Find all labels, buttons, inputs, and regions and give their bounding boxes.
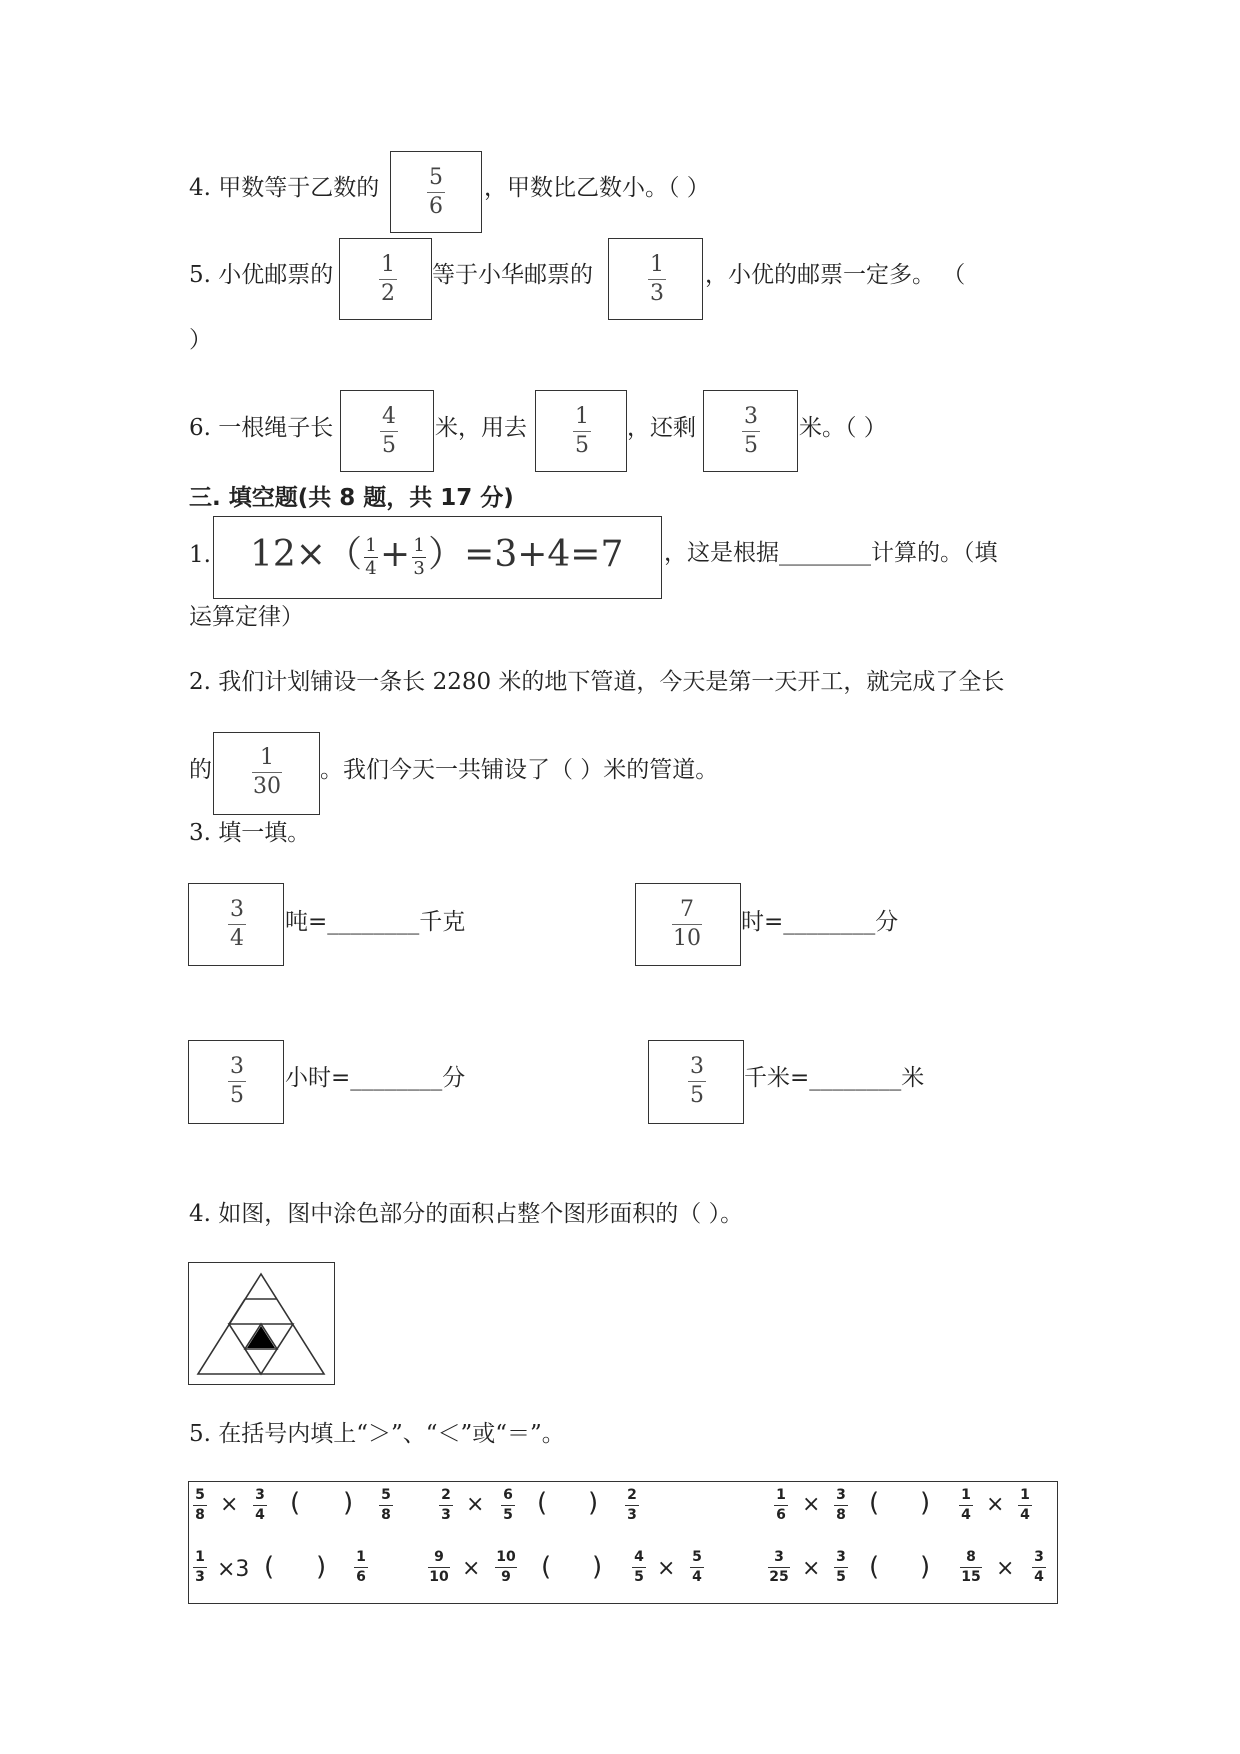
- fraction-5-6: [427, 166, 445, 219]
- cmp-fraction: [959, 1488, 973, 1523]
- fraction-3-4: [228, 898, 246, 951]
- f2-text-b: 的: [189, 757, 212, 783]
- times-sign: ×: [657, 1556, 676, 1581]
- numerator: 1: [381, 252, 395, 277]
- numerator: 1: [195, 1549, 205, 1565]
- numerator: 1: [776, 1487, 786, 1503]
- denominator: 10: [673, 926, 701, 951]
- f3-item-3-text: 小时=________分: [285, 1065, 466, 1091]
- times-sign: ×: [996, 1556, 1015, 1581]
- denominator: 4: [255, 1507, 265, 1523]
- denominator: 4: [1034, 1569, 1044, 1585]
- fraction-4-5: [380, 405, 398, 458]
- denominator: 6: [356, 1569, 366, 1585]
- numerator: 9: [434, 1549, 444, 1565]
- cmp-fraction: [774, 1488, 788, 1523]
- cmp-fraction: [834, 1488, 848, 1523]
- denominator: 6: [776, 1507, 786, 1523]
- numerator: 3: [230, 1054, 244, 1079]
- numerator: 3: [836, 1549, 846, 1565]
- times-sign: ×: [220, 1492, 239, 1517]
- times-sign: ×: [466, 1492, 485, 1517]
- cmp-fraction: [1018, 1488, 1032, 1523]
- f5-text: 5. 在括号内填上“＞”、“＜”或“＝”。: [189, 1421, 565, 1447]
- numerator: 1: [260, 745, 274, 770]
- numerator: 5: [692, 1549, 702, 1565]
- cmp-fraction: [632, 1550, 646, 1585]
- denominator: 4: [230, 926, 244, 951]
- cmp-fraction: [354, 1550, 368, 1585]
- right-paren: ): [316, 1552, 327, 1582]
- numerator: 1: [413, 534, 425, 556]
- equation: [250, 535, 623, 578]
- denominator: 3: [413, 557, 425, 579]
- times-sign: ×: [802, 1556, 821, 1581]
- q6-text-a: 6. 一根绳子长: [189, 415, 334, 441]
- numerator: 1: [961, 1487, 971, 1503]
- q6-text-b: 米，用去: [435, 415, 527, 441]
- numerator: 1: [356, 1549, 366, 1565]
- cmp-fraction: [439, 1488, 453, 1523]
- numerator: 2: [627, 1487, 637, 1503]
- denominator: 4: [961, 1507, 971, 1523]
- numerator: 3: [690, 1054, 704, 1079]
- denominator: 8: [381, 1507, 391, 1523]
- cmp-fraction: [253, 1488, 267, 1523]
- denominator: 10: [429, 1569, 449, 1585]
- numerator: 7: [680, 897, 694, 922]
- cmp-fraction: [960, 1550, 982, 1585]
- numerator: 3: [1034, 1549, 1044, 1565]
- numerator: 4: [382, 404, 396, 429]
- q5-text-c: ，小优的邮票一定多。 （: [705, 262, 966, 288]
- fraction-3-5: [688, 1055, 706, 1108]
- denominator: 3: [441, 1507, 451, 1523]
- cmp-fraction: [428, 1550, 450, 1585]
- numerator: 4: [634, 1549, 644, 1565]
- cmp-fraction: [690, 1550, 704, 1585]
- times-sign: ×: [462, 1556, 481, 1581]
- numerator: 3: [255, 1487, 265, 1503]
- q5-text-d: ）: [189, 327, 212, 353]
- numerator: 8: [966, 1549, 976, 1565]
- numerator: 10: [496, 1549, 516, 1565]
- cmp-fraction: [1032, 1550, 1046, 1585]
- f4-text: 4. 如图，图中涂色部分的面积占整个图形面积的（ ）。: [189, 1201, 744, 1227]
- q5-text-b: 等于小华邮票的: [432, 262, 593, 288]
- denominator: 5: [690, 1083, 704, 1108]
- numerator: 2: [441, 1487, 451, 1503]
- right-paren: ): [588, 1488, 599, 1518]
- cmp-fraction: [501, 1488, 515, 1523]
- f2-text-c: 。我们今天一共铺设了（ ）米的管道。: [320, 757, 719, 783]
- denominator: 5: [744, 433, 758, 458]
- left-paren: (: [541, 1552, 552, 1582]
- f3-item-1-text: 吨=________千克: [285, 909, 466, 935]
- numerator: 1: [365, 534, 377, 556]
- triangle-figure: [188, 1262, 335, 1385]
- q5-text-a: 5. 小优邮票的: [189, 262, 334, 288]
- denominator: 8: [836, 1507, 846, 1523]
- right-paren: ): [343, 1488, 354, 1518]
- f1-number: 1.: [189, 542, 211, 568]
- fraction-1-4: [364, 534, 378, 579]
- cmp-fraction: [193, 1488, 207, 1523]
- q6-text-c: ，还剩: [627, 415, 696, 441]
- denominator: 3: [627, 1507, 637, 1523]
- fraction-1-30: [252, 746, 282, 799]
- f3-title: 3. 填一填。: [189, 820, 311, 846]
- cmp-fraction: [834, 1550, 848, 1585]
- left-paren: (: [869, 1552, 880, 1582]
- denominator: 3: [195, 1569, 205, 1585]
- numerator: 1: [575, 404, 589, 429]
- denominator: 5: [575, 433, 589, 458]
- f3-item-2-text: 时=________分: [741, 909, 899, 935]
- fraction-3-5: [228, 1055, 246, 1108]
- f3-item-4-text: 千米=________米: [744, 1065, 925, 1091]
- right-paren: ): [920, 1488, 931, 1518]
- denominator: 4: [365, 557, 377, 579]
- fraction-1-3: [412, 534, 426, 579]
- left-paren: (: [264, 1552, 275, 1582]
- fraction-1-5: [573, 405, 591, 458]
- cmp-fraction: [768, 1550, 790, 1585]
- right-paren: ): [920, 1552, 931, 1582]
- equation-left: 12×（: [250, 534, 362, 575]
- denominator: 5: [382, 433, 396, 458]
- denominator: 4: [1020, 1507, 1030, 1523]
- denominator: 5: [634, 1569, 644, 1585]
- denominator: 9: [501, 1569, 511, 1585]
- numerator: 3: [230, 897, 244, 922]
- fraction-3-5: [742, 405, 760, 458]
- denominator: 30: [253, 774, 281, 799]
- cmp-fraction: [379, 1488, 393, 1523]
- q4-text-b: ，甲数比乙数小。（ ）: [484, 175, 710, 201]
- f1-text-c: 运算定律）: [189, 604, 304, 630]
- fraction-1-2: [379, 253, 397, 306]
- cmp-fraction: [625, 1488, 639, 1523]
- numerator: 1: [650, 252, 664, 277]
- fraction-7-10: [672, 898, 702, 951]
- numerator: 3: [836, 1487, 846, 1503]
- q6-text-d: 米。（ ）: [799, 415, 887, 441]
- denominator: 5: [503, 1507, 513, 1523]
- numerator: 5: [195, 1487, 205, 1503]
- numerator: 1: [1020, 1487, 1030, 1503]
- denominator: 15: [961, 1569, 981, 1585]
- left-paren: (: [869, 1488, 880, 1518]
- denominator: 6: [429, 194, 443, 219]
- denominator: 3: [650, 281, 664, 306]
- numerator: 5: [429, 165, 443, 190]
- denominator: 4: [692, 1569, 702, 1585]
- f1-text-b: ，这是根据________计算的。（填: [664, 540, 998, 566]
- plus-sign: +: [379, 534, 411, 575]
- denominator: 25: [769, 1569, 789, 1585]
- cmp-fraction: [495, 1550, 517, 1585]
- section-heading: 三. 填空题(共 8 题，共 17 分): [189, 485, 514, 511]
- left-paren: (: [290, 1488, 301, 1518]
- equation-right: ）=3+4=7: [428, 534, 624, 575]
- left-paren: (: [537, 1488, 548, 1518]
- numerator: 5: [381, 1487, 391, 1503]
- cmp-fraction: [193, 1550, 207, 1585]
- times-sign: ×: [802, 1492, 821, 1517]
- shaded-triangle: [247, 1326, 275, 1348]
- times-three: ×3: [217, 1557, 250, 1582]
- numerator: 3: [744, 404, 758, 429]
- numerator: 3: [774, 1549, 784, 1565]
- q4-text-a: 4. 甲数等于乙数的: [189, 175, 380, 201]
- denominator: 5: [836, 1569, 846, 1585]
- times-sign: ×: [986, 1492, 1005, 1517]
- f2-text-a: 2. 我们计划铺设一条长 2280 米的地下管道，今天是第一天开工，就完成了全长: [189, 669, 1005, 695]
- denominator: 2: [381, 281, 395, 306]
- denominator: 5: [230, 1083, 244, 1108]
- denominator: 8: [195, 1507, 205, 1523]
- right-paren: ): [592, 1552, 603, 1582]
- numerator: 6: [503, 1487, 513, 1503]
- fraction-1-3: [648, 253, 666, 306]
